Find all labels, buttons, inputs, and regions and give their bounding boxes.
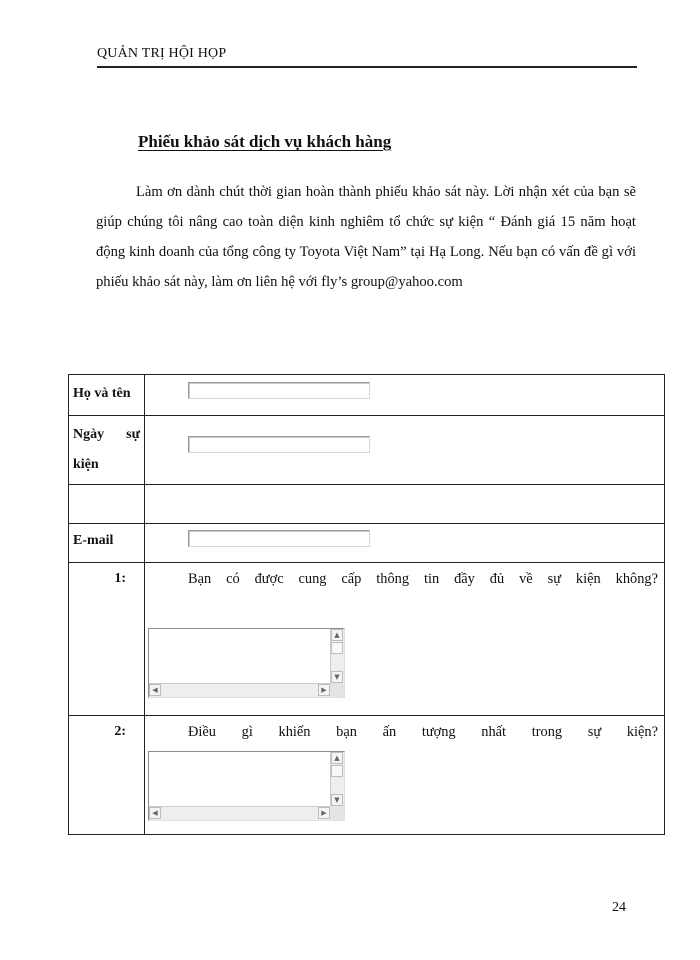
scroll-corner [330, 683, 344, 697]
question-text: Bạn có được cung cấp thông tin đầy đủ về sự kiện không? [188, 571, 658, 587]
name-label-cell [69, 375, 145, 416]
name-input[interactable] [188, 382, 370, 399]
scroll-corner [330, 806, 344, 820]
horizontal-scrollbar[interactable] [149, 806, 330, 820]
scroll-left-icon[interactable]: ◀ [149, 807, 161, 819]
question-row [69, 716, 665, 835]
event-date-label: Ngày sự kiện [73, 427, 140, 472]
scroll-right-icon[interactable]: ▶ [318, 684, 330, 696]
scroll-thumb[interactable] [331, 765, 343, 777]
scroll-up-icon[interactable]: ▲ [331, 629, 343, 641]
email-label: E-mail [73, 533, 114, 548]
email-input[interactable] [188, 530, 370, 547]
blank-row [69, 485, 665, 524]
scroll-thumb[interactable] [331, 642, 343, 654]
intro-paragraph: Làm ơn dành chút thời gian hoàn thành phiếu khảo sát này. Lời nhận xét của bạn sẽ giúp chúng tôi nâng cao toàn diện kinh nghiêm tổ chức sự kiện “ Đánh giá 15 năm hoạt động kinh doanh của tổng công ty Toyota Việt Nam” tại Hạ Long. Nếu bạn có vấn đề gì với phiếu khảo sát này, làm ơn liên hệ với fly’s group@yahoo.com [96, 184, 636, 290]
question-row [69, 563, 665, 716]
scroll-right-icon[interactable]: ▶ [318, 807, 330, 819]
vertical-scrollbar[interactable] [330, 752, 344, 806]
scroll-left-icon[interactable]: ◀ [149, 684, 161, 696]
event-date-label-cell [69, 416, 145, 485]
event-date-row [69, 416, 665, 485]
vertical-scrollbar[interactable] [330, 629, 344, 683]
survey-form-table [68, 374, 665, 835]
answer-textarea[interactable] [148, 751, 345, 821]
question-number: 2: [114, 724, 126, 739]
page-header [97, 44, 637, 68]
name-label: Họ và tên [73, 386, 131, 401]
scroll-down-icon[interactable]: ▼ [331, 671, 343, 683]
question-text: Điều gì khiến bạn ấn tượng nhất trong sự kiện? [188, 724, 658, 740]
page-number: 24 [612, 900, 626, 915]
answer-textarea[interactable] [148, 628, 345, 698]
horizontal-scrollbar[interactable] [149, 683, 330, 697]
survey-title: Phiếu khảo sát dịch vụ khách hàng [138, 132, 392, 151]
email-label-cell [69, 524, 145, 563]
event-date-input[interactable] [188, 436, 370, 453]
scroll-down-icon[interactable]: ▼ [331, 794, 343, 806]
email-row [69, 524, 665, 563]
question-number: 1: [114, 571, 126, 586]
scroll-up-icon[interactable]: ▲ [331, 752, 343, 764]
name-row [69, 375, 665, 416]
running-title: QUẢN TRỊ HỘI HỌP [97, 46, 227, 61]
